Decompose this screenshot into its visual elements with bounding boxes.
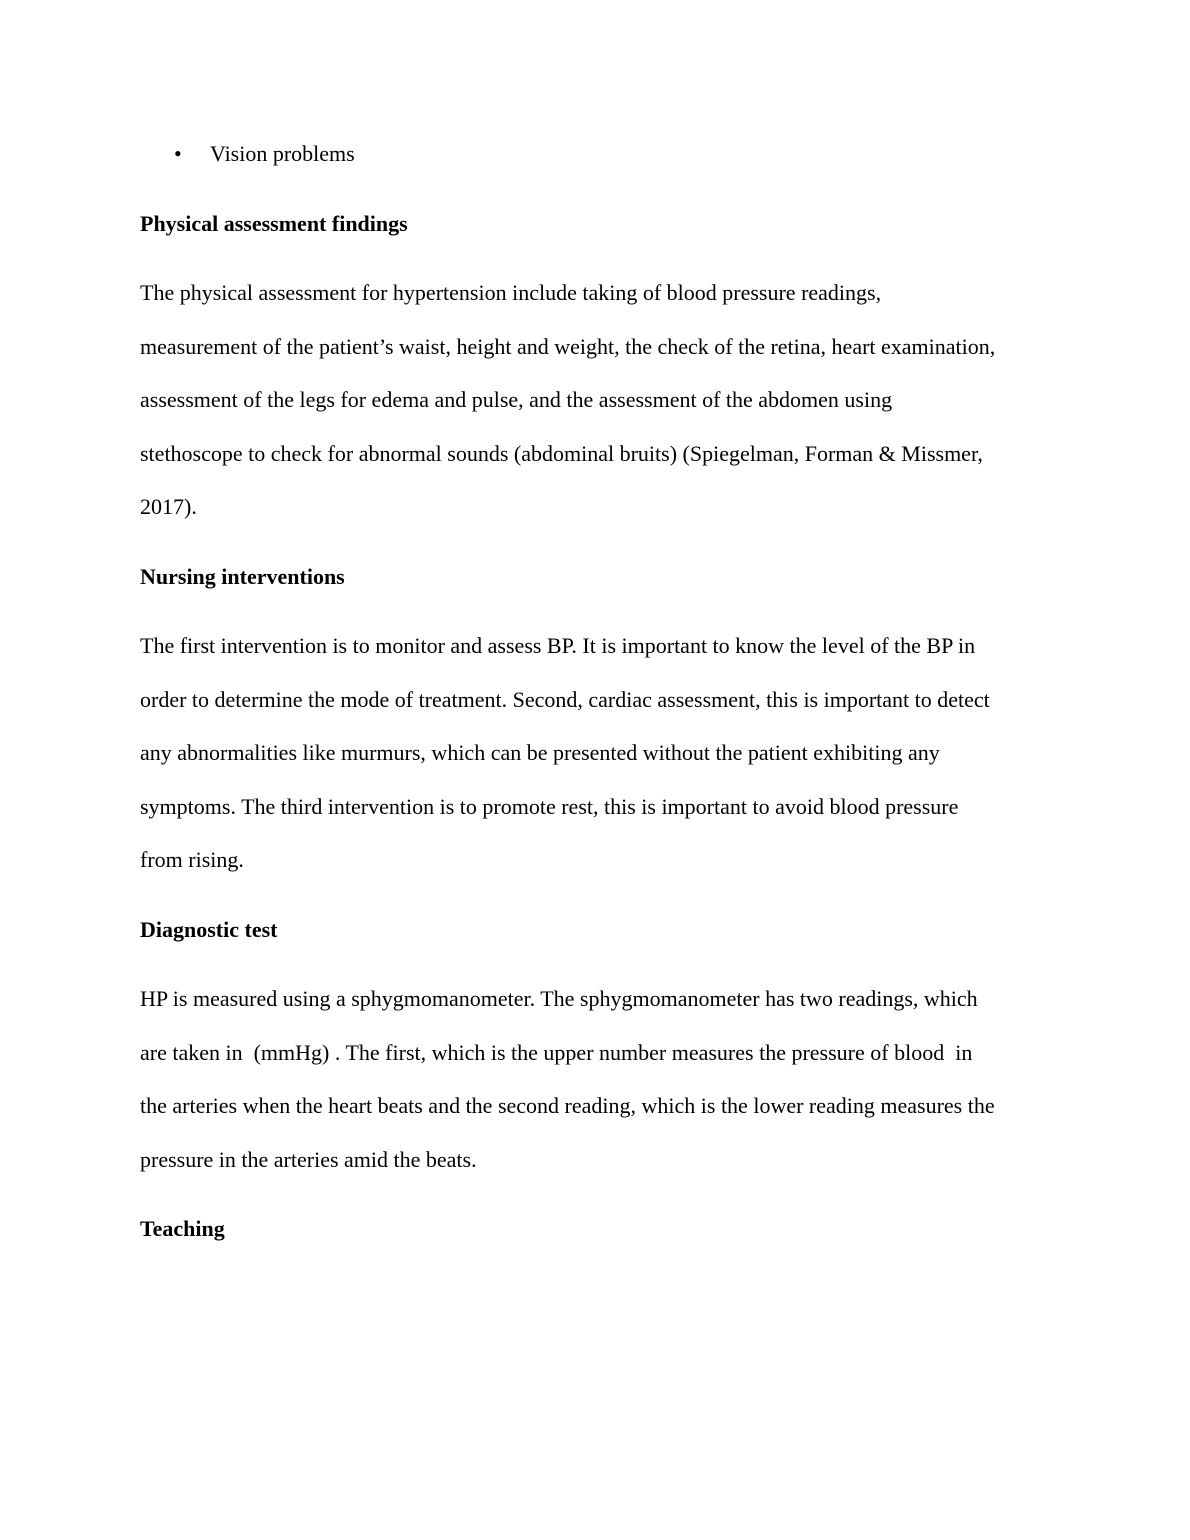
paragraph-line: from rising. (140, 847, 244, 873)
bullet-icon: • (174, 141, 182, 166)
paragraph-line: HP is measured using a sphygmomanometer. The sphygmomanometer has two readings, which (140, 986, 978, 1011)
section-heading-nursing-interventions: Nursing interventions (140, 564, 345, 589)
paragraph-line: 2017). (140, 494, 197, 520)
bullet-list-item (140, 139, 1050, 169)
paragraph-line: The physical assessment for hypertension include taking of blood pressure readings, (140, 280, 882, 305)
paragraph-line: stethoscope to check for abnormal sounds (abdominal bruits) (Spiegelman, Forman & Missmer, (140, 440, 983, 466)
paragraph-line: pressure in the arteries amid the beats. (140, 1146, 477, 1172)
paragraph-nursing-interventions (140, 619, 1050, 887)
section-heading-physical-assessment: Physical assessment findings (140, 211, 408, 236)
section-heading-diagnostic-test: Diagnostic test (140, 917, 278, 942)
paragraph-line: order to determine the mode of treatment. Second, cardiac assessment, this is important to detect (140, 686, 990, 712)
paragraph-line: are taken in (mmHg) . The first, which is the upper number measures the pressure of blood in (140, 1039, 973, 1065)
paragraph-line: the arteries when the heart beats and the second reading, which is the lower reading measures the (140, 1093, 995, 1119)
paragraph-line: The first intervention is to monitor and assess BP. It is important to know the level of the BP in (140, 633, 976, 658)
paragraph-line: symptoms. The third intervention is to promote rest, this is important to avoid blood pressure (140, 793, 959, 819)
paragraph-physical-assessment (140, 266, 1050, 534)
section-heading-teaching: Teaching (140, 1216, 225, 1241)
paragraph-line: measurement of the patient’s waist, height and weight, the check of the retina, heart examination, (140, 333, 996, 359)
paragraph-diagnostic-test (140, 972, 1050, 1186)
paragraph-line: any abnormalities like murmurs, which can be presented without the patient exhibiting any (140, 740, 940, 766)
paragraph-line: assessment of the legs for edema and pulse, and the assessment of the abdomen using (140, 387, 893, 413)
bullet-item-text: Vision problems (210, 141, 355, 166)
